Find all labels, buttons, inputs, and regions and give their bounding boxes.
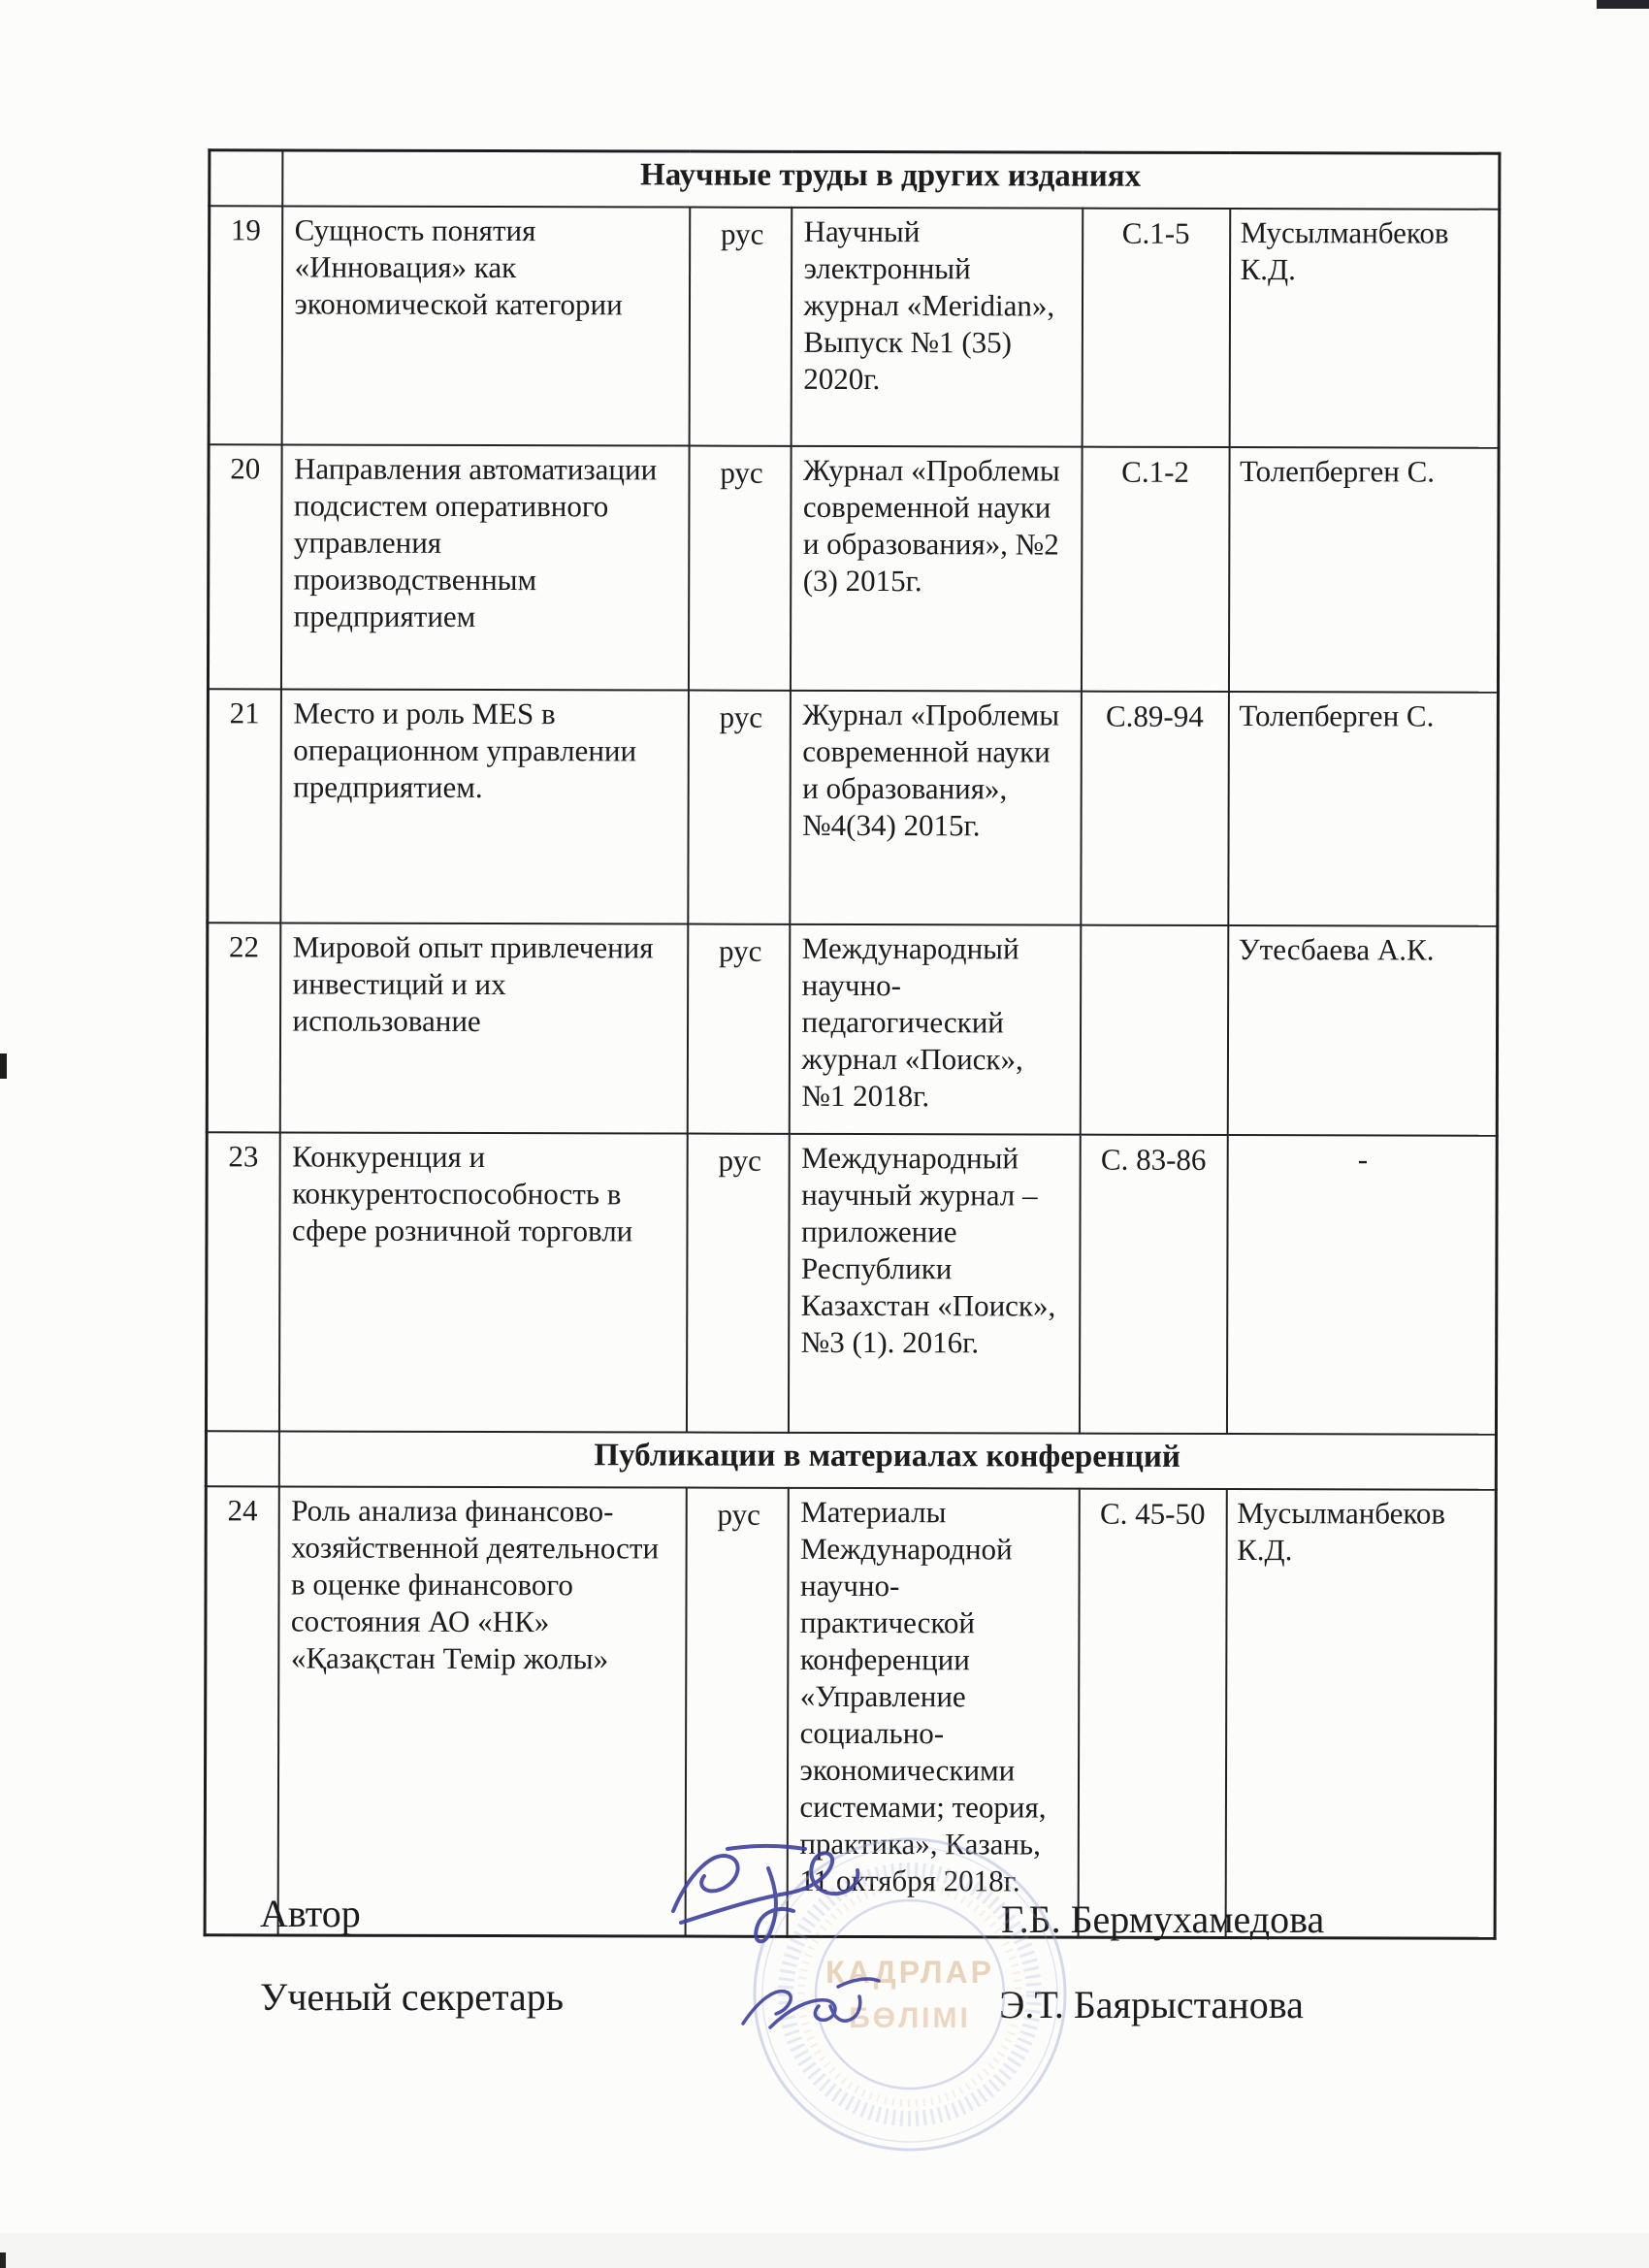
language-cell: рус <box>686 1134 789 1433</box>
pages-cell: С. 83-86 <box>1079 1135 1227 1434</box>
row-number-cell: 22 <box>207 923 280 1132</box>
secretary-signature <box>737 1963 883 2046</box>
empty-cell <box>206 1431 278 1486</box>
author-cell: Мусылманбеков К.Д. <box>1229 209 1500 448</box>
author-cell: Толепберген С. <box>1228 447 1499 693</box>
author-cell: Мусылманбеков К.Д. <box>1225 1489 1496 1938</box>
author-label: Автор <box>260 1892 361 1935</box>
title-cell: Место и роль MES в операционном управлении предприятием. <box>280 689 689 923</box>
title-cell: Роль анализа финансово-хозяйственной деятельности в оценке финансового состояния АО «НК» «Қазақстан Темір жолы» <box>277 1486 686 1936</box>
journal-cell: Международный научный журнал – приложение Республики Казахстан «Поиск», №3 (1). 2016г. <box>788 1134 1080 1434</box>
title-cell: Направления автоматизации подсистем оперативного управления производственным предприятием <box>280 444 689 690</box>
table-row <box>209 206 1500 447</box>
table-row <box>207 923 1498 1135</box>
scan-shadow-bottom <box>0 2233 1649 2268</box>
table-row <box>208 444 1499 692</box>
scan-artifact-top-right <box>1597 0 1649 9</box>
section-header-row <box>206 1431 1496 1489</box>
row-number-cell: 20 <box>208 444 281 689</box>
language-cell: рус <box>685 1488 788 1937</box>
journal-cell: Журнал «Проблемы современной науки и образования», №2 (3) 2015г. <box>790 446 1082 692</box>
secretary-name: Э.Т. Баярыстанова <box>999 1983 1304 2026</box>
pages-cell <box>1080 925 1228 1135</box>
pages-cell: С.89-94 <box>1081 692 1229 925</box>
author-cell: Утесбаева А.К. <box>1227 925 1498 1136</box>
pages-cell: С. 45-50 <box>1078 1489 1226 1938</box>
empty-cell <box>210 150 282 207</box>
table-row <box>208 689 1499 925</box>
author-cell: - <box>1226 1135 1497 1435</box>
stamp-text-line2: БӨЛІМІ <box>849 2002 971 2034</box>
publications-table <box>204 148 1502 1939</box>
journal-cell: Журнал «Проблемы современной науки и образования», №4(34) 2015г. <box>790 691 1082 925</box>
stamp-text-line1: КАДРЛАР <box>825 1955 994 1990</box>
pages-cell: С.1-2 <box>1081 447 1229 692</box>
section-header-conferences: Публикации в материалах конференций <box>278 1431 1496 1489</box>
title-cell: Конкуренция и конкурентоспособность в сфере розничной торговли <box>278 1132 687 1432</box>
journal-cell: Международный научно-педагогический журнал «Поиск», №1 2018г. <box>789 924 1081 1135</box>
section-header-row <box>210 150 1500 210</box>
author-cell: Толепберген С. <box>1228 692 1499 926</box>
row-number-cell: 24 <box>205 1486 278 1935</box>
language-cell: рус <box>689 208 792 446</box>
journal-cell: Материалы Международной научно-практической конференции «Управление социально-экономическими системами; теория, практика», Казань, 11 октября 2018г. <box>787 1488 1079 1937</box>
row-number-cell: 23 <box>206 1132 279 1431</box>
row-number-cell: 21 <box>208 689 281 923</box>
title-cell: Мировой опыт привлечения инвестиций и их использование <box>279 923 688 1133</box>
language-cell: рус <box>687 924 790 1134</box>
author-signature <box>667 1839 871 1965</box>
language-cell: рус <box>688 446 791 691</box>
secretary-label: Ученый секретарь <box>260 1975 565 2019</box>
journal-cell: Научный электронный журнал «Meridian», Выпуск №1 (35) 2020г. <box>791 208 1083 447</box>
title-cell: Сущность понятия «Инновация» как экономической категории <box>281 206 690 445</box>
pages-cell: С.1-5 <box>1082 209 1230 447</box>
scan-artifact-left-edge <box>0 1053 7 1079</box>
table-row <box>206 1132 1497 1434</box>
section-header-other-editions: Научные труды в других изданиях <box>282 150 1500 210</box>
language-cell: рус <box>688 691 791 924</box>
row-number-cell: 19 <box>209 206 282 444</box>
author-name: Г.Б. Бермухамедова <box>1001 1897 1325 1941</box>
